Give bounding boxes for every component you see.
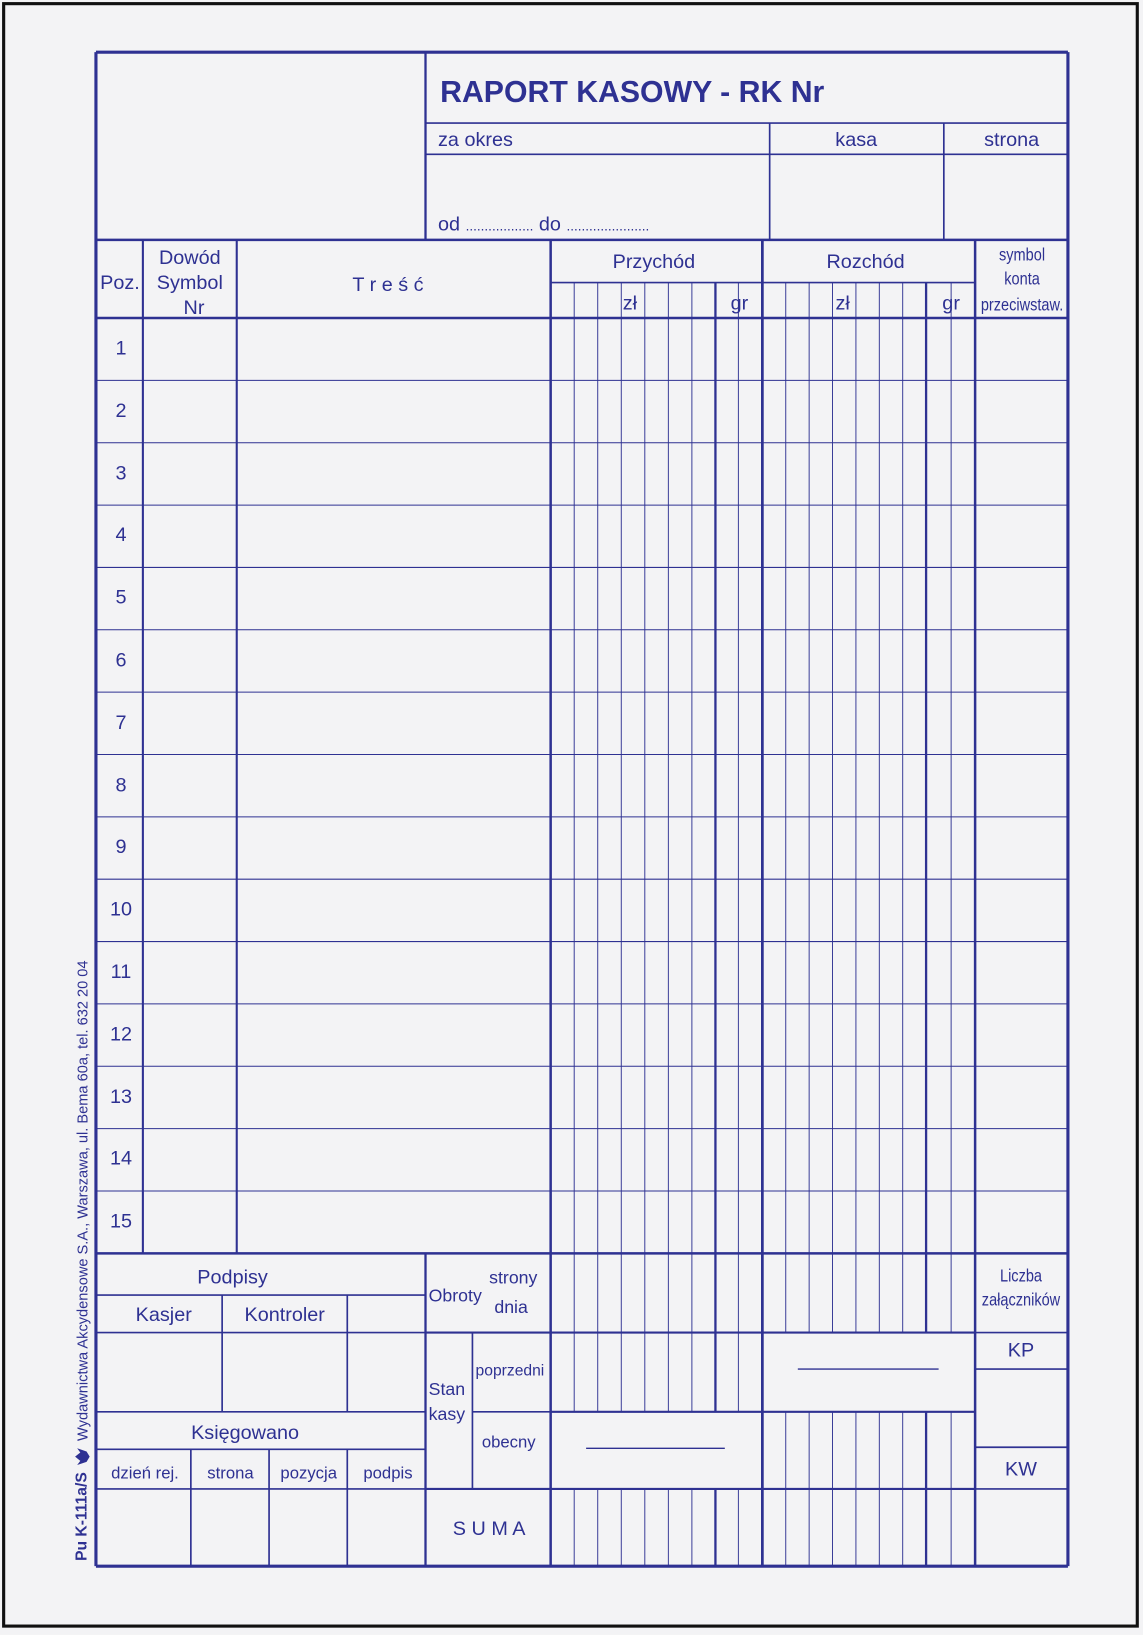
publisher-logo-icon bbox=[74, 1447, 91, 1466]
col-nr: Nr bbox=[183, 297, 205, 320]
row-number: 2 bbox=[115, 400, 127, 422]
kasy-label: kasy bbox=[428, 1404, 466, 1425]
row-number: 9 bbox=[115, 836, 127, 859]
za-okres-label: za okres bbox=[438, 129, 513, 152]
strona-label: strona bbox=[984, 129, 1040, 152]
strona-col-label: strona bbox=[207, 1464, 254, 1483]
row-number: 10 bbox=[109, 898, 133, 921]
col-przychod-zl: zł bbox=[622, 292, 638, 315]
col-rozchod-zl: zł bbox=[835, 292, 850, 315]
imprint bbox=[73, 960, 91, 1560]
row-number: 15 bbox=[109, 1210, 133, 1233]
pozycja-label: pozycja bbox=[280, 1464, 337, 1483]
row-number: 13 bbox=[109, 1085, 133, 1108]
podpis-label: podpis bbox=[363, 1464, 413, 1483]
obecny-label: obecny bbox=[481, 1433, 536, 1452]
col-tresc: T r e ś ć bbox=[352, 274, 424, 297]
col-dowod: Dowód bbox=[158, 247, 221, 270]
publisher-info: Wydawnictwa Akcydensowe S.A., Warszawa, ul. Bema 60a, tel. 632 20 04 bbox=[73, 960, 91, 1441]
row-number: 11 bbox=[110, 961, 132, 984]
do-blank: ...................... bbox=[566, 217, 650, 234]
dnia-label: dnia bbox=[494, 1297, 528, 1317]
col-konto-2: konta bbox=[1004, 269, 1040, 289]
do-label: do bbox=[538, 213, 561, 236]
row-number: 5 bbox=[115, 587, 127, 610]
kp-label: KP bbox=[1007, 1339, 1035, 1362]
col-rozchod: Rozchód bbox=[826, 251, 905, 274]
form-title: RAPORT KASOWY - RK Nr bbox=[440, 76, 825, 110]
kw-label: KW bbox=[1005, 1458, 1037, 1481]
col-konto-3: przeciwstaw. bbox=[980, 295, 1064, 315]
row-number: 8 bbox=[115, 774, 127, 797]
strony-label: strony bbox=[489, 1267, 538, 1288]
row-number: 14 bbox=[109, 1148, 133, 1171]
row-number: 1 bbox=[115, 337, 127, 360]
row-number: 6 bbox=[115, 649, 127, 672]
col-symbol: Symbol bbox=[156, 272, 223, 295]
obroty-label: Obroty bbox=[428, 1285, 482, 1306]
period-field[interactable] bbox=[438, 215, 649, 235]
kontroler-label: Kontroler bbox=[244, 1304, 325, 1327]
poprzedni-label: poprzedni bbox=[475, 1361, 545, 1380]
col-przychod-gr: gr bbox=[730, 292, 749, 315]
col-poz: Poz. bbox=[100, 272, 140, 295]
zalacznikow-label: załączników bbox=[981, 1289, 1061, 1310]
liczba-label: Liczba bbox=[999, 1265, 1043, 1286]
form-code: Pu K-111a/S bbox=[73, 1472, 91, 1561]
podpisy-label: Podpisy bbox=[197, 1266, 268, 1289]
col-przychod: Przychód bbox=[612, 251, 696, 274]
row-number: 3 bbox=[115, 462, 127, 485]
ksiegowano-label: Księgowano bbox=[191, 1422, 300, 1445]
od-blank: .................. bbox=[465, 217, 534, 234]
row-number: 12 bbox=[109, 1023, 133, 1046]
stan-label: Stan bbox=[428, 1379, 466, 1400]
col-konto-1: symbol bbox=[999, 245, 1046, 265]
dzien-rej-label: dzień rej. bbox=[111, 1464, 179, 1483]
row-number: 7 bbox=[115, 711, 127, 734]
suma-label: S U M A bbox=[452, 1518, 526, 1541]
kasa-label: kasa bbox=[835, 129, 878, 152]
od-label: od bbox=[438, 213, 461, 236]
kasjer-label: Kasjer bbox=[135, 1304, 192, 1327]
col-rozchod-gr: gr bbox=[942, 292, 960, 315]
row-number: 4 bbox=[115, 524, 127, 547]
